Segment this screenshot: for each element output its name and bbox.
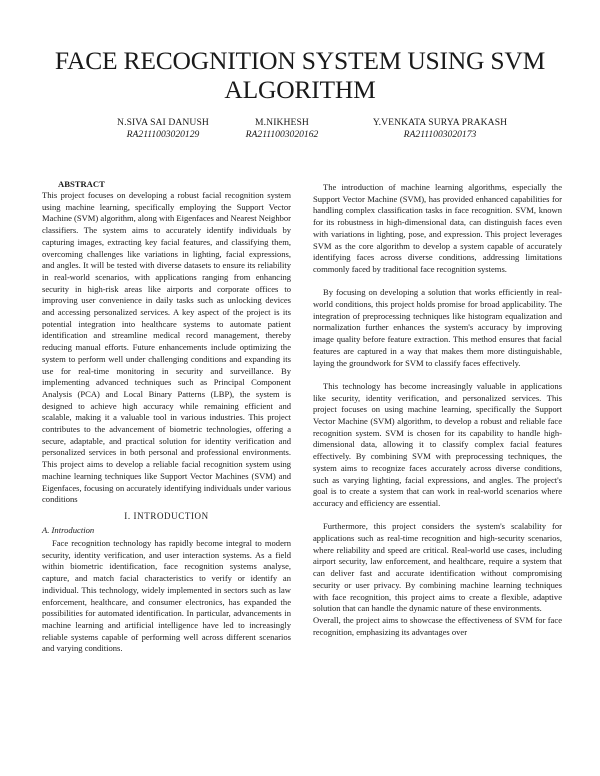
left-column xyxy=(42,178,291,655)
section-heading-introduction: I. INTRODUCTION xyxy=(124,510,209,521)
paper-title xyxy=(0,46,600,104)
author-id: RA2111003020129 xyxy=(126,129,200,140)
author-2 xyxy=(222,117,342,141)
intro-paragraph-5: Furthermore, this project considers the system's scalability for applications such as real-time recognition and high-security scenarios, where reliability and speed are critical. Real-world use cases, including airport security, law enforcement, and healthcare, require a system that can deliver fast and accurate identification without compromising security or user privacy. By combining machine learning techniques with face recognition, this project aims to create a flexible, adaptive solution that can handle the dynamic nature of these environments. xyxy=(313,521,562,614)
title-line-2: ALGORITHM xyxy=(224,75,376,104)
author-1 xyxy=(88,117,238,141)
author-name: N.SIVA SAI DANUSH xyxy=(117,117,209,128)
intro-paragraph-2: The introduction of machine learning algorithms, especially the Support Vector Machine (SVM), has provided enhanced capabilities for handling complex classification tasks in face recognition. SVM, known for its robustness in high-dimensional data, can distinguish faces even with variations in lighting, pose, and expression. This project leverages SVM as the core algorithm to develop a system capable of accurately identifying faces across diverse conditions, addressing limitations commonly faced by traditional face recognition systems. xyxy=(313,182,562,274)
intro-paragraph-3: By focusing on developing a solution that works efficiently in real-world conditions, this project holds promise for broad applicability. The integration of preprocessing techniques like histogram equalization and normalization further enhances the system's accuracy by improving image quality before feature extraction. This method ensures that facial features are captured in a way that makes them more distinguishable, laying the groundwork for SVM to classify faces effectively. xyxy=(313,287,562,368)
author-3 xyxy=(340,117,540,141)
paragraph-gap xyxy=(313,369,562,381)
abstract-text: This project focuses on developing a robust facial recognition system using machine learning, specifically employing the Support Vector Machine (SVM) algorithm, along with Eigenfaces and Nearest Neighbor classifiers. The system aims to accurately identify individuals by capturing images, extracting key facial features, and classifying them, overcoming challenges like variations in lighting, facial expressions, and angles. It will be tested with diverse datasets to ensure its reliability in real-world scenarios, with applications ranging from enhancing security in high-risk areas like airports and corporate offices to improving user convenience in daily tasks such as unlocking devices and accessing personalized services. A key aspect of the project is its potential integration into healthcare systems to automate patient identification and streamline medical record management, thereby reducing manual efforts. Future enhancements include optimizing the system to perform well under challenging conditions and expanding its use for real-time monitoring in security and surveillance. By implementing advanced techniques such as Principal Component Analysis (PCA) and Local Binary Patterns (LBP), the system is designed to achieve high accuracy while remaining efficient and scalable, making it a valuable tool in various industries. This project contributes to the advancement of biometric technologies, offering a secure, adaptable, and practical solution for identity verification and personalized services in both personal and professional environments. This project aims to develop a reliable facial recognition system using machine learning techniques like Support Vector Machines (SVM) and Eigenfaces, focusing on accurately identifying individuals under various conditions xyxy=(42,190,291,505)
author-id: RA2111003020162 xyxy=(245,129,319,140)
author-id: RA2111003020173 xyxy=(403,129,477,140)
abstract-heading: ABSTRACT xyxy=(58,179,105,189)
author-block xyxy=(0,117,600,147)
author-name: Y.VENKATA SURYA PRAKASH xyxy=(372,117,508,128)
right-column xyxy=(313,182,562,638)
author-name: M.NIKHESH xyxy=(255,117,309,128)
subsection-heading: A. Introduction xyxy=(42,524,95,535)
intro-paragraph-6: Overall, the project aims to showcase the effectiveness of SVM for face recognition, emphasizing its advantages over xyxy=(313,614,562,637)
paragraph-gap xyxy=(313,510,562,522)
paragraph-gap xyxy=(313,276,562,288)
title-line-1: FACE RECOGNITION SYSTEM USING SVM xyxy=(54,46,546,75)
intro-paragraph-1: Face recognition technology has rapidly become integral to modern security, identity verification, and user interaction systems. As a field within biometric identification, face recognition systems analyse, capture, and match facial characteristics to verify or identify an individual. This technology, widely implemented in sectors such as law enforcement, healthcare, and consumer electronics, has expanded the possibilities for automated identification. In particular, advancements in machine learning and artificial intelligence have led to increasingly reliable systems capable of performing well across different scenarios and varying conditions. xyxy=(42,537,291,654)
intro-paragraph-4: This technology has become increasingly valuable in applications like security, identity verification, and personalized services. This project focuses on using machine learning, specifically the Support Vector Machine (SVM) algorithm, to develop a robust and reliable face recognition system. SVM is chosen for its capability to handle high-dimensional data, allowing it to classify complex facial features effectively. By combining SVM with preprocessing techniques, the system aims to recognize faces accurately across diverse conditions, such as varying lighting, facial expressions, and angles. The project's goal is to create a system that can work in real-world scenarios where accuracy and efficiency are essential. xyxy=(313,380,562,508)
